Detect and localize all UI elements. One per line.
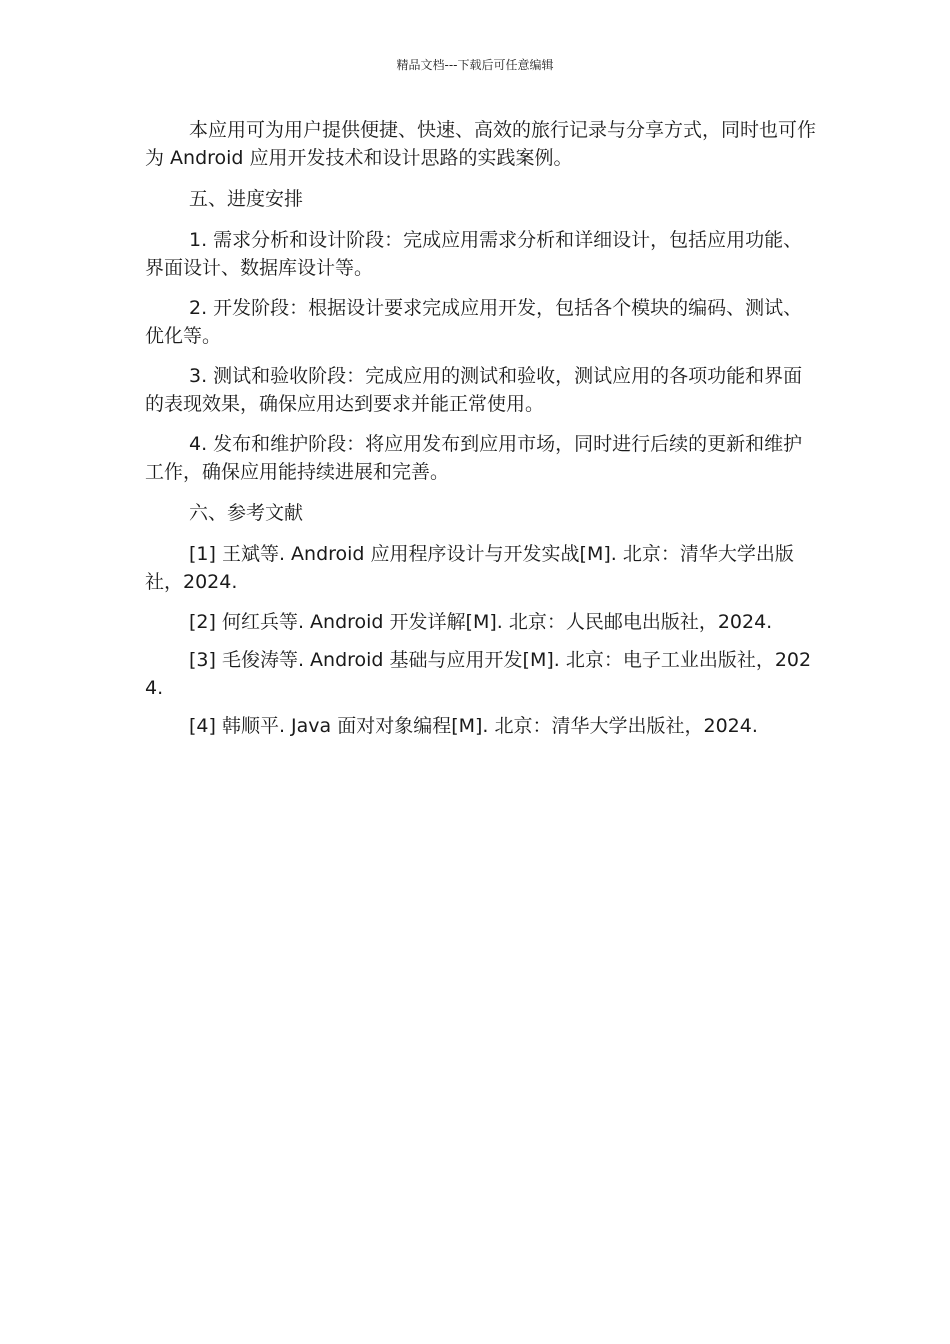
reference-item: [1] 王斌等. Android 应用程序设计与开发实战[M]. 北京：清华大学出版社，2024.	[145, 543, 794, 593]
reference-item: [4] 韩顺平. Java 面对对象编程[M]. 北京：清华大学出版社，2024.	[189, 715, 758, 737]
section-heading-schedule: 五、进度安排	[189, 188, 304, 210]
schedule-item: 1. 需求分析和设计阶段：完成应用需求分析和详细设计，包括应用功能、界面设计、数据库设计等。	[145, 229, 803, 279]
document-body	[145, 116, 817, 740]
schedule-item: 4. 发布和维护阶段：将应用发布到应用市场，同时进行后续的更新和维护工作，确保应用能持续进展和完善。	[145, 433, 803, 483]
schedule-item: 2. 开发阶段：根据设计要求完成应用开发，包括各个模块的编码、测试、优化等。	[145, 297, 803, 347]
schedule-item: 3. 测试和验收阶段：完成应用的测试和验收，测试应用的各项功能和界面的表现效果，确保应用达到要求并能正常使用。	[145, 365, 803, 415]
intro-paragraph: 本应用可为用户提供便捷、快速、高效的旅行记录与分享方式，同时也可作为 Android 应用开发技术和设计思路的实践案例。	[145, 119, 817, 169]
reference-item: [2] 何红兵等. Android 开发详解[M]. 北京：人民邮电出版社，2024.	[189, 611, 773, 633]
page-header: 精品文档---下载后可任意编辑	[396, 58, 554, 72]
section-heading-references: 六、参考文献	[189, 502, 304, 524]
reference-item: [3] 毛俊涛等. Android 基础与应用开发[M]. 北京：电子工业出版社，2024.	[145, 649, 812, 699]
